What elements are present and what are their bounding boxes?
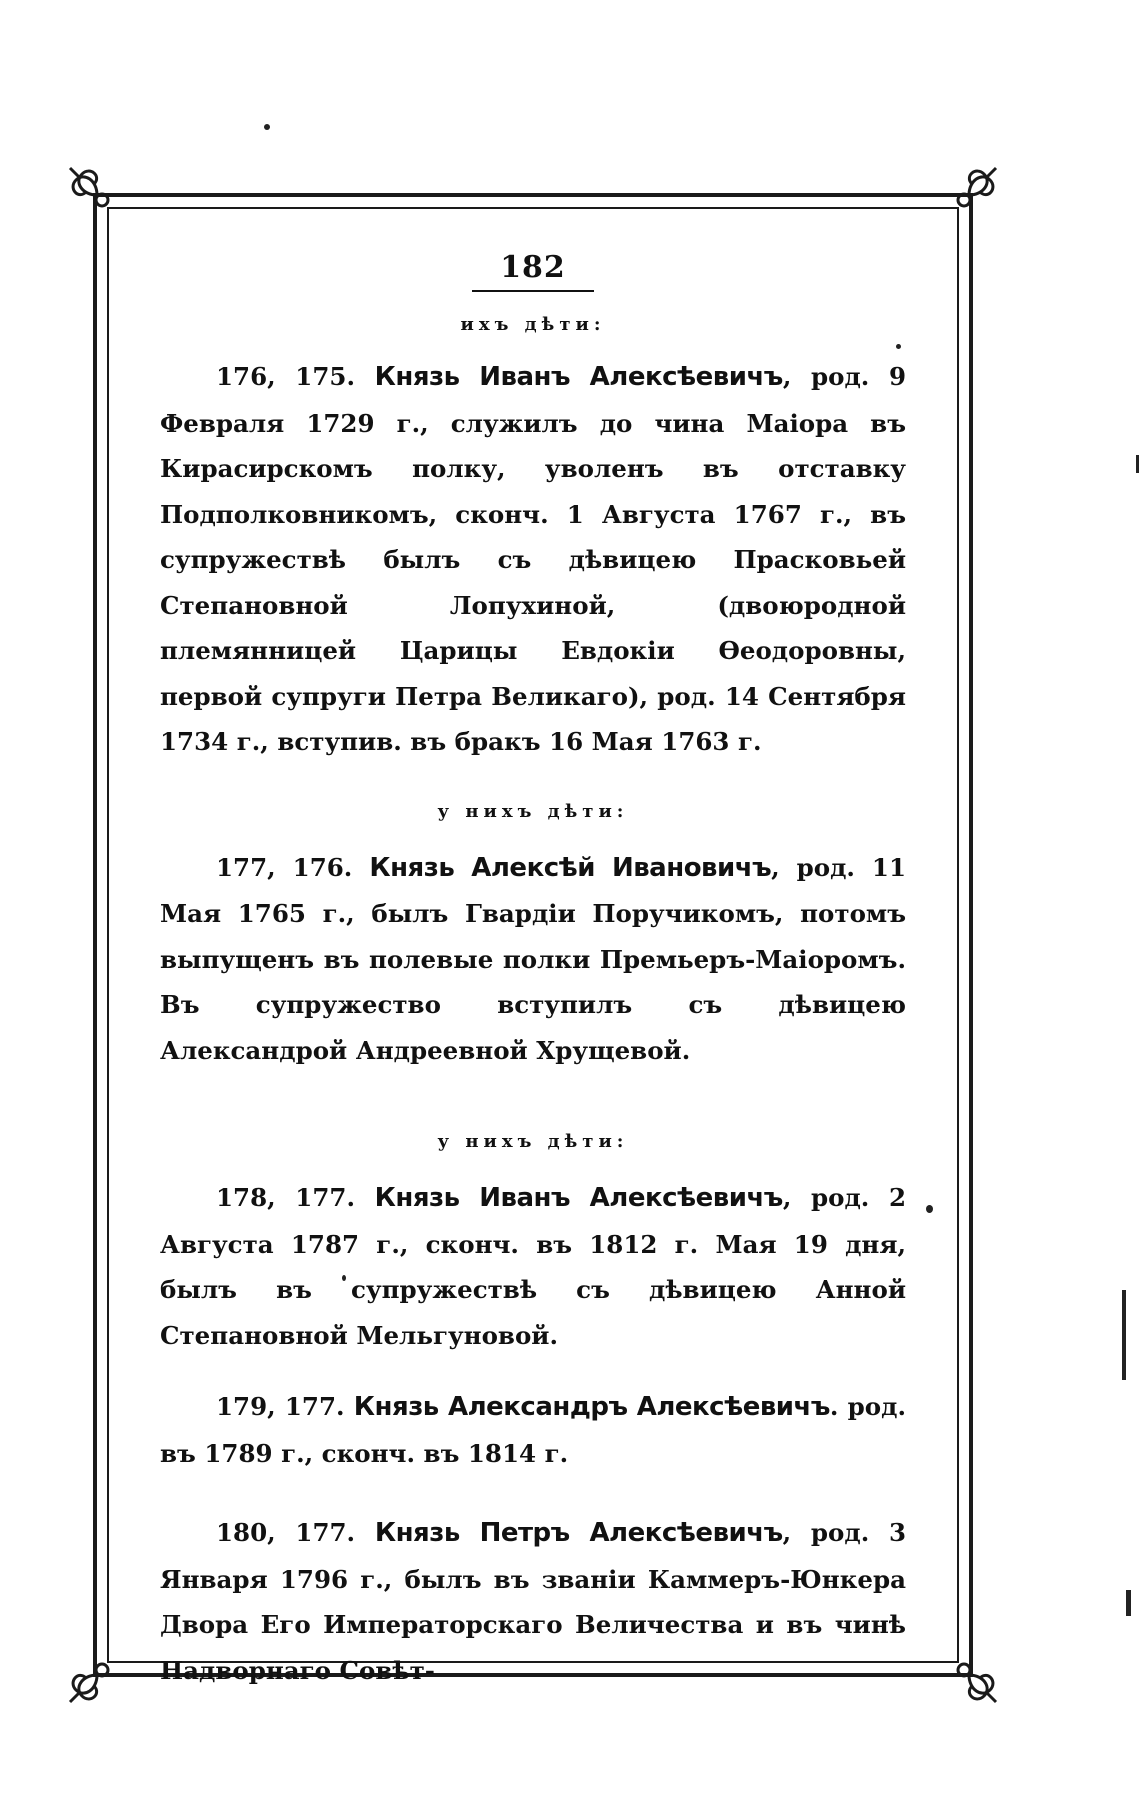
genealogy-entry	[160, 354, 906, 765]
entry-text: . род. въ 1789 г., сконч. въ 1814 г.	[160, 1392, 906, 1468]
entry-number: 180, 177.	[216, 1518, 356, 1547]
page-number-rule	[472, 290, 594, 292]
ornament-corner-icon	[62, 160, 132, 230]
page-content	[160, 250, 906, 1693]
entry-name: Князь Петръ Алексѣевичъ	[374, 1518, 783, 1548]
entry-name: Князь Иванъ Алексѣевичъ	[374, 1183, 783, 1213]
entry-name: Князь Иванъ Алексѣевичъ	[374, 362, 783, 392]
genealogy-entry	[160, 845, 906, 1074]
entry-text: , род. 9 Февраля 1729 г., служилъ до чина Маіора въ Кирасирскомъ полку, уволенъ въ отставку Подполковникомъ, сконч. 1 Августа 1767 г., въ супружествѣ былъ съ дѣвицею Прасковьей Степановной Лопухиной, (двоюродной племянницей Царицы Евдокіи Ѳеодоровны, первой супруги Петра Великаго), род. 14 Сентября 1734 г., вступив. въ бракъ 16 Мая 1763 г.	[160, 362, 907, 756]
genealogy-entry	[160, 1510, 906, 1693]
scan-edge-mark	[1136, 455, 1139, 473]
section-heading: ихъ дѣти:	[460, 314, 606, 335]
entry-name: Князь Алексѣй Ивановичъ	[369, 852, 772, 883]
ornament-corner-icon	[62, 1640, 132, 1710]
scan-edge-mark	[1122, 1290, 1126, 1380]
entry-text: , род. 2 Августа 1787 г., сконч. въ 1812 г. Мая 19 дня, былъ въ супружествѣ съ дѣвицею Анной Степановной Мельгуновой.	[160, 1183, 907, 1350]
entry-number: 179, 177.	[216, 1392, 345, 1421]
entry-text: , род. 3 Января 1796 г., былъ въ званіи Каммеръ-Юнкера Двора Его Императорскаго Величества и въ чинѣ Надворнаго Совѣт-	[160, 1518, 907, 1685]
section-heading: у нихъ дѣти:	[437, 1131, 629, 1152]
genealogy-entry	[160, 1175, 906, 1358]
section-heading: у нихъ дѣти:	[437, 800, 629, 822]
scan-speck	[264, 124, 270, 130]
entry-number: 177, 176.	[216, 852, 353, 882]
ornament-corner-icon	[934, 160, 1004, 230]
ornament-corner-icon	[934, 1640, 1004, 1710]
entry-number: 178, 177.	[216, 1183, 355, 1212]
scan-speck	[926, 1205, 933, 1213]
entry-number: 176, 175.	[216, 362, 355, 391]
entry-text: , род. 11 Мая 1765 г., былъ Гвардіи Поручикомъ, потомъ выпущенъ въ полевые полки Премьеръ-Маіоромъ. Въ супружество вступилъ съ дѣвицею Александрой Андреевной Хрущевой.	[160, 852, 907, 1065]
scan-edge-mark	[1126, 1590, 1131, 1616]
genealogy-entry	[160, 1384, 906, 1476]
entry-name: Князь Александръ Алексѣевичъ	[353, 1392, 830, 1422]
page-number: 182	[500, 250, 566, 285]
